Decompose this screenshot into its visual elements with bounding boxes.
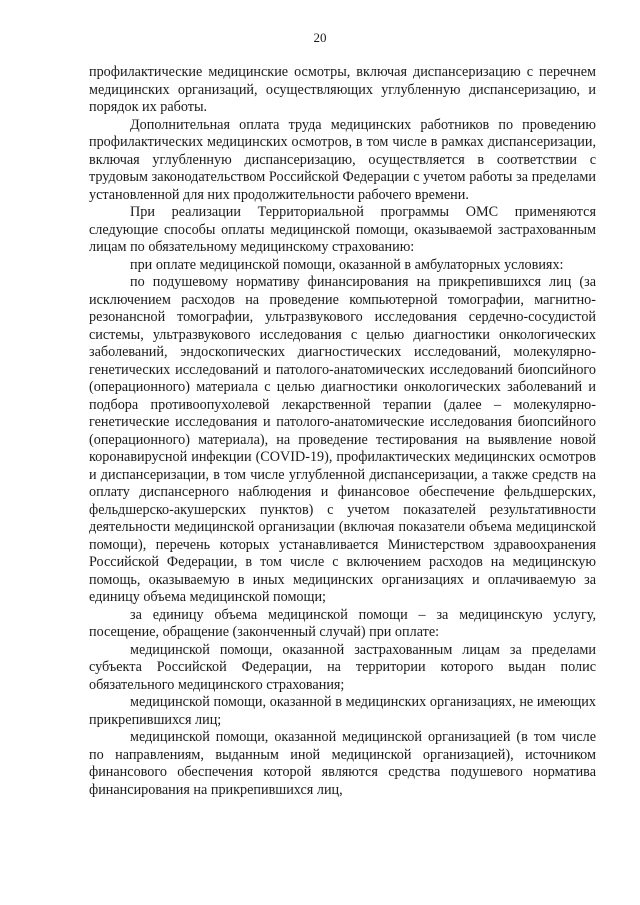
paragraph: При реализации Территориальной программы ОМС применяются следующие способы оплаты медицинской помощи, оказываемой застрахованным лицам по обязательному медицинскому страхованию: (89, 204, 596, 255)
paragraph: медицинской помощи, оказанной в медицинских организациях, не имеющих прикрепившихся лиц; (89, 694, 596, 728)
page-number: 20 (313, 30, 327, 45)
paragraph: за единицу объема медицинской помощи – за медицинскую услугу, посещение, обращение (законченный случай) при оплате: (89, 606, 596, 640)
paragraph: медицинской помощи, оказанной медицинской организацией (в том числе по направлениям, выданным иной медицинской организацией), источником финансового обеспечения которой являются средства подушевого норматива финансирования на прикрепившихся лиц, (89, 729, 596, 798)
paragraph: по подушевому нормативу финансирования на прикрепившихся лиц (за исключением расходов на проведение компьютерной томографии, магнитно-резонансной томографии, ультразвукового исследования сердечно-сосудистой системы, ультразвукового исследования с целью диагностики онкологических заболеваний, эндоскопических диагностических исследований, молекулярно-генетических исследований и патолого-анатомических исследований биопсийного (операционного) материала с целью диагностики онкологических заболеваний и подбора противоопухолевой лекарственной терапии (далее – молекулярно-генетические исследования и патолого-анатомические исследования биопсийного (операционного) материала), на проведение тестирования на выявление новой коронавирусной инфекции (COVID-19), профилактических медицинских осмотров и диспансеризации, в том числе углубленной диспансеризации, а также средств на оплату диспансерного наблюдения и финансовое обеспечение фельдшерских, фельдшерско-акушерских пунктов) с учетом показателей результативности деятельности медицинской организации (включая показатели объема медицинской помощи), перечень которых устанавливается Министерством здравоохранения Российской Федерации, в том числе с включением расходов на медицинскую помощь, оказываемую в иных медицинских организациях и оплачиваемую за единицу объема медицинской помощи; (89, 274, 596, 605)
document-body (89, 64, 596, 799)
paragraph: профилактические медицинские осмотры, включая диспансеризацию с перечнем медицинских организаций, осуществляющих углубленную диспансеризацию, и порядок их работы. (89, 64, 596, 115)
paragraph: медицинской помощи, оказанной застрахованным лицам за пределами субъекта Российской Федерации, на территории которого выдан полис обязательного медицинского страхования; (89, 641, 596, 693)
paragraph: при оплате медицинской помощи, оказанной в амбулаторных условиях: (130, 256, 564, 273)
paragraph: Дополнительная оплата труда медицинских работников по проведению профилактических медицинских осмотров, в том числе в рамках диспансеризации, включая углубленную диспансеризацию, осуществляется в соответствии с трудовым законодательством Российской Федерации с учетом работы за пределами установленной для них продолжительности рабочего времени. (89, 116, 596, 203)
